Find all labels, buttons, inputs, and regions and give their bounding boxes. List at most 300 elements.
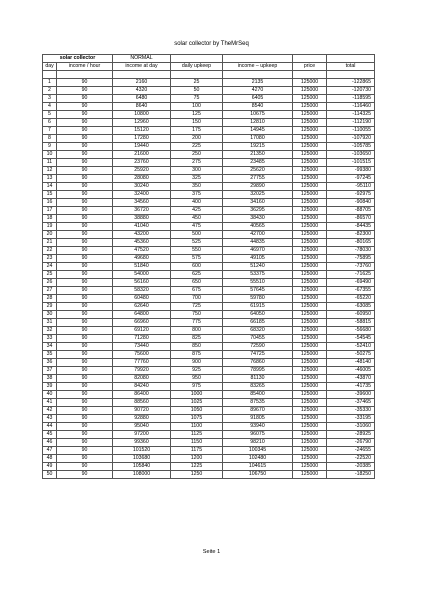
- cell-income-day: 25920: [113, 167, 171, 175]
- cell-income-minus-upkeep: 38430: [223, 215, 293, 223]
- cell-income-minus-upkeep: 78995: [223, 367, 293, 375]
- cell-income-hour: 90: [57, 159, 113, 167]
- cell-day: 34: [43, 343, 57, 351]
- cell-income-minus-upkeep: 106750: [223, 471, 293, 479]
- cell-price: 125000: [293, 343, 327, 351]
- cell-price: 125000: [293, 327, 327, 335]
- cell-daily-upkeep: 1225: [171, 463, 223, 471]
- cell-daily-upkeep: 300: [171, 167, 223, 175]
- cell-price: 125000: [293, 239, 327, 247]
- cell-daily-upkeep: 1075: [171, 415, 223, 423]
- table-row: [43, 119, 375, 127]
- cell-income-minus-upkeep: 32025: [223, 191, 293, 199]
- cell-day: 41: [43, 399, 57, 407]
- cell-daily-upkeep: 550: [171, 247, 223, 255]
- cell-income-day: 105840: [113, 463, 171, 471]
- cell-total: -33195: [327, 415, 375, 423]
- cell-total: -103650: [327, 151, 375, 159]
- cell-income-minus-upkeep: 51240: [223, 263, 293, 271]
- cell-total: -56680: [327, 327, 375, 335]
- table-row: [43, 343, 375, 351]
- cell-income-minus-upkeep: 83265: [223, 383, 293, 391]
- cell-daily-upkeep: 825: [171, 335, 223, 343]
- table-row: [43, 335, 375, 343]
- cell-total: -80165: [327, 239, 375, 247]
- cell-price: 125000: [293, 103, 327, 111]
- cell-total: -20385: [327, 463, 375, 471]
- cell-price: 125000: [293, 383, 327, 391]
- cell-total: -92975: [327, 191, 375, 199]
- cell-total: -112190: [327, 119, 375, 127]
- cell-daily-upkeep: 975: [171, 383, 223, 391]
- cell-income-hour: 90: [57, 87, 113, 95]
- cell-daily-upkeep: 1150: [171, 439, 223, 447]
- cell-day: 49: [43, 463, 57, 471]
- cell-income-day: 45360: [113, 239, 171, 247]
- cell-total: -31060: [327, 423, 375, 431]
- cell-price: 125000: [293, 271, 327, 279]
- cell-income-minus-upkeep: 91805: [223, 415, 293, 423]
- column-header: day: [43, 63, 57, 71]
- cell-income-hour: 90: [57, 279, 113, 287]
- cell-price: 125000: [293, 295, 327, 303]
- cell-income-minus-upkeep: 2135: [223, 79, 293, 87]
- cell-income-hour: 90: [57, 351, 113, 359]
- cell-price: 125000: [293, 319, 327, 327]
- cell-income-hour: 90: [57, 287, 113, 295]
- cell-daily-upkeep: 475: [171, 223, 223, 231]
- cell-daily-upkeep: 350: [171, 183, 223, 191]
- cell-day: 40: [43, 391, 57, 399]
- cell-price: 125000: [293, 143, 327, 151]
- cell-daily-upkeep: 800: [171, 327, 223, 335]
- cell-total: -95110: [327, 183, 375, 191]
- cell-income-day: 97200: [113, 431, 171, 439]
- cell-income-hour: 90: [57, 183, 113, 191]
- cell-total: -50275: [327, 351, 375, 359]
- cell-income-hour: 90: [57, 471, 113, 479]
- cell-income-hour: 90: [57, 119, 113, 127]
- cell-income-minus-upkeep: 61915: [223, 303, 293, 311]
- cell-income-hour: 90: [57, 247, 113, 255]
- cell-day: 39: [43, 383, 57, 391]
- column-header: income – upkeep: [223, 63, 293, 71]
- cell-income-hour: 90: [57, 215, 113, 223]
- table-row: [43, 303, 375, 311]
- table-row: [43, 159, 375, 167]
- cell-income-minus-upkeep: 76860: [223, 359, 293, 367]
- cell-day: 26: [43, 279, 57, 287]
- cell-total: -88705: [327, 207, 375, 215]
- cell-day: 42: [43, 407, 57, 415]
- cell-day: 18: [43, 215, 57, 223]
- cell-income-hour: 90: [57, 111, 113, 119]
- cell-price: 125000: [293, 279, 327, 287]
- cell-income-hour: 90: [57, 127, 113, 135]
- cell-day: 25: [43, 271, 57, 279]
- cell-daily-upkeep: 1250: [171, 471, 223, 479]
- cell-price: 125000: [293, 455, 327, 463]
- cell-income-day: 75600: [113, 351, 171, 359]
- cell-total: -97245: [327, 175, 375, 183]
- cell-total: -82300: [327, 231, 375, 239]
- cell-income-hour: 90: [57, 447, 113, 455]
- cell-income-minus-upkeep: 104615: [223, 463, 293, 471]
- cell-income-hour: 90: [57, 391, 113, 399]
- cell-income-minus-upkeep: 100345: [223, 447, 293, 455]
- cell-price: 125000: [293, 135, 327, 143]
- cell-price: 125000: [293, 415, 327, 423]
- cell-daily-upkeep: 25: [171, 79, 223, 87]
- cell-price: 125000: [293, 111, 327, 119]
- cell-price: 125000: [293, 191, 327, 199]
- cell-day: 28: [43, 295, 57, 303]
- cell-income-day: 12960: [113, 119, 171, 127]
- cell-income-day: 88560: [113, 399, 171, 407]
- cell-daily-upkeep: 100: [171, 103, 223, 111]
- cell-daily-upkeep: 325: [171, 175, 223, 183]
- cell-day: 14: [43, 183, 57, 191]
- cell-price: 125000: [293, 471, 327, 479]
- cell-price: 125000: [293, 303, 327, 311]
- table-row: [43, 439, 375, 447]
- table-row: [43, 79, 375, 87]
- table-row: [43, 151, 375, 159]
- cell-income-day: 101520: [113, 447, 171, 455]
- cell-income-day: 43200: [113, 231, 171, 239]
- cell-daily-upkeep: 600: [171, 263, 223, 271]
- cell-daily-upkeep: 50: [171, 87, 223, 95]
- cell-total: -105785: [327, 143, 375, 151]
- cell-price: 125000: [293, 231, 327, 239]
- cell-income-minus-upkeep: 36295: [223, 207, 293, 215]
- cell-daily-upkeep: 150: [171, 119, 223, 127]
- cell-price: 125000: [293, 447, 327, 455]
- cell-income-minus-upkeep: 49105: [223, 255, 293, 263]
- cell-total: -107920: [327, 135, 375, 143]
- cell-price: 125000: [293, 287, 327, 295]
- cell-income-hour: 90: [57, 255, 113, 263]
- cell-total: -120730: [327, 87, 375, 95]
- cell-income-hour: 90: [57, 207, 113, 215]
- cell-price: 125000: [293, 95, 327, 103]
- cell-income-hour: 90: [57, 295, 113, 303]
- spreadsheet-table: [42, 54, 375, 479]
- cell-income-minus-upkeep: 59780: [223, 295, 293, 303]
- cell-income-minus-upkeep: 21350: [223, 151, 293, 159]
- cell-income-day: 21600: [113, 151, 171, 159]
- cell-day: 7: [43, 127, 57, 135]
- cell-day: 37: [43, 367, 57, 375]
- cell-daily-upkeep: 200: [171, 135, 223, 143]
- cell-income-day: 86400: [113, 391, 171, 399]
- column-header: price: [293, 63, 327, 71]
- cell-day: 35: [43, 351, 57, 359]
- table-row: [43, 215, 375, 223]
- cell-price: 125000: [293, 335, 327, 343]
- table-row: [43, 175, 375, 183]
- cell-income-hour: 90: [57, 383, 113, 391]
- cell-income-minus-upkeep: 102480: [223, 455, 293, 463]
- cell-daily-upkeep: 400: [171, 199, 223, 207]
- cell-income-minus-upkeep: 44835: [223, 239, 293, 247]
- cell-total: -101515: [327, 159, 375, 167]
- table-row: [43, 263, 375, 271]
- cell-day: 33: [43, 335, 57, 343]
- cell-income-hour: 90: [57, 223, 113, 231]
- cell-price: 125000: [293, 367, 327, 375]
- cell-price: 125000: [293, 119, 327, 127]
- cell-income-minus-upkeep: 72590: [223, 343, 293, 351]
- cell-day: 47: [43, 447, 57, 455]
- cell-daily-upkeep: 850: [171, 343, 223, 351]
- cell-total: -90840: [327, 199, 375, 207]
- cell-income-hour: 90: [57, 311, 113, 319]
- cell-price: 125000: [293, 255, 327, 263]
- cell-income-day: 17280: [113, 135, 171, 143]
- cell-price: 125000: [293, 247, 327, 255]
- cell-day: 5: [43, 111, 57, 119]
- cell-income-hour: 90: [57, 463, 113, 471]
- cell-total: -54545: [327, 335, 375, 343]
- cell-day: 45: [43, 431, 57, 439]
- cell-total: -116460: [327, 103, 375, 111]
- cell-income-day: 90720: [113, 407, 171, 415]
- cell-price: 125000: [293, 215, 327, 223]
- cell-income-hour: 90: [57, 367, 113, 375]
- cell-total: -67355: [327, 287, 375, 295]
- cell-income-hour: 90: [57, 327, 113, 335]
- cell-daily-upkeep: 725: [171, 303, 223, 311]
- page-title: solar collector by TheMrSeq: [174, 41, 249, 47]
- cell-income-hour: 90: [57, 79, 113, 87]
- table-row: [43, 311, 375, 319]
- cell-total: -86570: [327, 215, 375, 223]
- cell-income-minus-upkeep: 87535: [223, 399, 293, 407]
- cell-price: 125000: [293, 439, 327, 447]
- cell-day: 8: [43, 135, 57, 143]
- header-row-group: [43, 55, 375, 63]
- cell-day: 29: [43, 303, 57, 311]
- cell-daily-upkeep: 75: [171, 95, 223, 103]
- cell-income-day: 56160: [113, 279, 171, 287]
- table-row: [43, 247, 375, 255]
- column-header: total: [327, 63, 375, 71]
- table-row: [43, 471, 375, 479]
- cell-total: -114325: [327, 111, 375, 119]
- cell-daily-upkeep: 675: [171, 287, 223, 295]
- cell-daily-upkeep: 450: [171, 215, 223, 223]
- cell-income-day: 84240: [113, 383, 171, 391]
- cell-income-minus-upkeep: 12810: [223, 119, 293, 127]
- cell-income-hour: 90: [57, 319, 113, 327]
- cell-income-hour: 90: [57, 423, 113, 431]
- column-header: income / hour: [57, 63, 113, 71]
- cell-price: 125000: [293, 263, 327, 271]
- table-row: [43, 431, 375, 439]
- table-row: [43, 319, 375, 327]
- cell-income-day: 62640: [113, 303, 171, 311]
- cell-total: -28925: [327, 431, 375, 439]
- cell-income-day: 60480: [113, 295, 171, 303]
- cell-income-minus-upkeep: 93940: [223, 423, 293, 431]
- cell-income-day: 108000: [113, 471, 171, 479]
- table-row: [43, 287, 375, 295]
- cell-income-hour: 90: [57, 103, 113, 111]
- cell-day: 24: [43, 263, 57, 271]
- cell-daily-upkeep: 125: [171, 111, 223, 119]
- cell-total: -122865: [327, 79, 375, 87]
- cell-income-day: 10800: [113, 111, 171, 119]
- cell-total: -71625: [327, 271, 375, 279]
- cell-income-minus-upkeep: 27755: [223, 175, 293, 183]
- cell-day: 50: [43, 471, 57, 479]
- table-row: [43, 191, 375, 199]
- cell-income-day: 103680: [113, 455, 171, 463]
- cell-income-day: 28080: [113, 175, 171, 183]
- cell-daily-upkeep: 1100: [171, 423, 223, 431]
- table-row: [43, 183, 375, 191]
- cell-income-minus-upkeep: 42700: [223, 231, 293, 239]
- cell-day: 46: [43, 439, 57, 447]
- cell-income-day: 54000: [113, 271, 171, 279]
- cell-income-day: 36720: [113, 207, 171, 215]
- table-row: [43, 327, 375, 335]
- table-row: [43, 271, 375, 279]
- cell-total: -46005: [327, 367, 375, 375]
- cell-income-day: 64800: [113, 311, 171, 319]
- cell-price: 125000: [293, 87, 327, 95]
- cell-total: -39600: [327, 391, 375, 399]
- cell-total: -41735: [327, 383, 375, 391]
- cell-daily-upkeep: 250: [171, 151, 223, 159]
- table-row: [43, 135, 375, 143]
- cell-day: 4: [43, 103, 57, 111]
- table-row: [43, 455, 375, 463]
- cell-daily-upkeep: 1000: [171, 391, 223, 399]
- cell-price: 125000: [293, 423, 327, 431]
- cell-daily-upkeep: 875: [171, 351, 223, 359]
- cell-price: 125000: [293, 199, 327, 207]
- cell-income-day: 34560: [113, 199, 171, 207]
- cell-income-hour: 90: [57, 343, 113, 351]
- cell-daily-upkeep: 625: [171, 271, 223, 279]
- cell-income-minus-upkeep: 29890: [223, 183, 293, 191]
- cell-income-minus-upkeep: 57645: [223, 287, 293, 295]
- cell-total: -58815: [327, 319, 375, 327]
- cell-income-minus-upkeep: 40565: [223, 223, 293, 231]
- cell-income-minus-upkeep: 14945: [223, 127, 293, 135]
- table-row: [43, 359, 375, 367]
- cell-total: -63085: [327, 303, 375, 311]
- cell-income-minus-upkeep: 8540: [223, 103, 293, 111]
- cell-income-day: 30240: [113, 183, 171, 191]
- cell-income-day: 32400: [113, 191, 171, 199]
- cell-daily-upkeep: 225: [171, 143, 223, 151]
- cell-income-day: 19440: [113, 143, 171, 151]
- cell-income-day: 73440: [113, 343, 171, 351]
- table-row: [43, 415, 375, 423]
- cell-day: 23: [43, 255, 57, 263]
- cell-day: 43: [43, 415, 57, 423]
- cell-day: 13: [43, 175, 57, 183]
- cell-total: -43870: [327, 375, 375, 383]
- table-row: [43, 199, 375, 207]
- cell-daily-upkeep: 900: [171, 359, 223, 367]
- cell-total: -78030: [327, 247, 375, 255]
- cell-total: -37465: [327, 399, 375, 407]
- cell-daily-upkeep: 525: [171, 239, 223, 247]
- cell-income-hour: 90: [57, 239, 113, 247]
- cell-price: 125000: [293, 399, 327, 407]
- cell-income-hour: 90: [57, 407, 113, 415]
- group-header: solar collector: [43, 55, 113, 63]
- table-row: [43, 207, 375, 215]
- cell-income-minus-upkeep: 6405: [223, 95, 293, 103]
- cell-total: -99380: [327, 167, 375, 175]
- cell-daily-upkeep: 1125: [171, 431, 223, 439]
- cell-total: -52410: [327, 343, 375, 351]
- cell-income-day: 79920: [113, 367, 171, 375]
- cell-income-day: 71280: [113, 335, 171, 343]
- cell-day: 6: [43, 119, 57, 127]
- cell-total: -65220: [327, 295, 375, 303]
- cell-day: 32: [43, 327, 57, 335]
- table-row: [43, 279, 375, 287]
- cell-day: 30: [43, 311, 57, 319]
- cell-total: -110055: [327, 127, 375, 135]
- cell-price: 125000: [293, 463, 327, 471]
- cell-daily-upkeep: 375: [171, 191, 223, 199]
- cell-day: 11: [43, 159, 57, 167]
- cell-day: 9: [43, 143, 57, 151]
- cell-income-day: 77760: [113, 359, 171, 367]
- cell-income-hour: 90: [57, 191, 113, 199]
- cell-day: 10: [43, 151, 57, 159]
- cell-price: 125000: [293, 167, 327, 175]
- cell-income-day: 8640: [113, 103, 171, 111]
- cell-income-hour: 90: [57, 359, 113, 367]
- table-row: [43, 295, 375, 303]
- cell-income-minus-upkeep: 55510: [223, 279, 293, 287]
- cell-day: 2: [43, 87, 57, 95]
- cell-daily-upkeep: 950: [171, 375, 223, 383]
- cell-income-hour: 90: [57, 431, 113, 439]
- cell-daily-upkeep: 425: [171, 207, 223, 215]
- table-row: [43, 407, 375, 415]
- cell-day: 22: [43, 247, 57, 255]
- cell-day: 21: [43, 239, 57, 247]
- table-row: [43, 391, 375, 399]
- cell-income-minus-upkeep: 66185: [223, 319, 293, 327]
- cell-price: 125000: [293, 207, 327, 215]
- cell-income-hour: 90: [57, 143, 113, 151]
- cell-day: 27: [43, 287, 57, 295]
- cell-total: -69490: [327, 279, 375, 287]
- cell-day: 31: [43, 319, 57, 327]
- cell-price: 125000: [293, 79, 327, 87]
- cell-daily-upkeep: 1050: [171, 407, 223, 415]
- cell-price: 125000: [293, 159, 327, 167]
- cell-price: 125000: [293, 407, 327, 415]
- cell-income-minus-upkeep: 46970: [223, 247, 293, 255]
- cell-income-minus-upkeep: 74725: [223, 351, 293, 359]
- cell-total: -35330: [327, 407, 375, 415]
- cell-income-minus-upkeep: 4270: [223, 87, 293, 95]
- table-row: [43, 399, 375, 407]
- cell-income-day: 2160: [113, 79, 171, 87]
- cell-income-hour: 90: [57, 199, 113, 207]
